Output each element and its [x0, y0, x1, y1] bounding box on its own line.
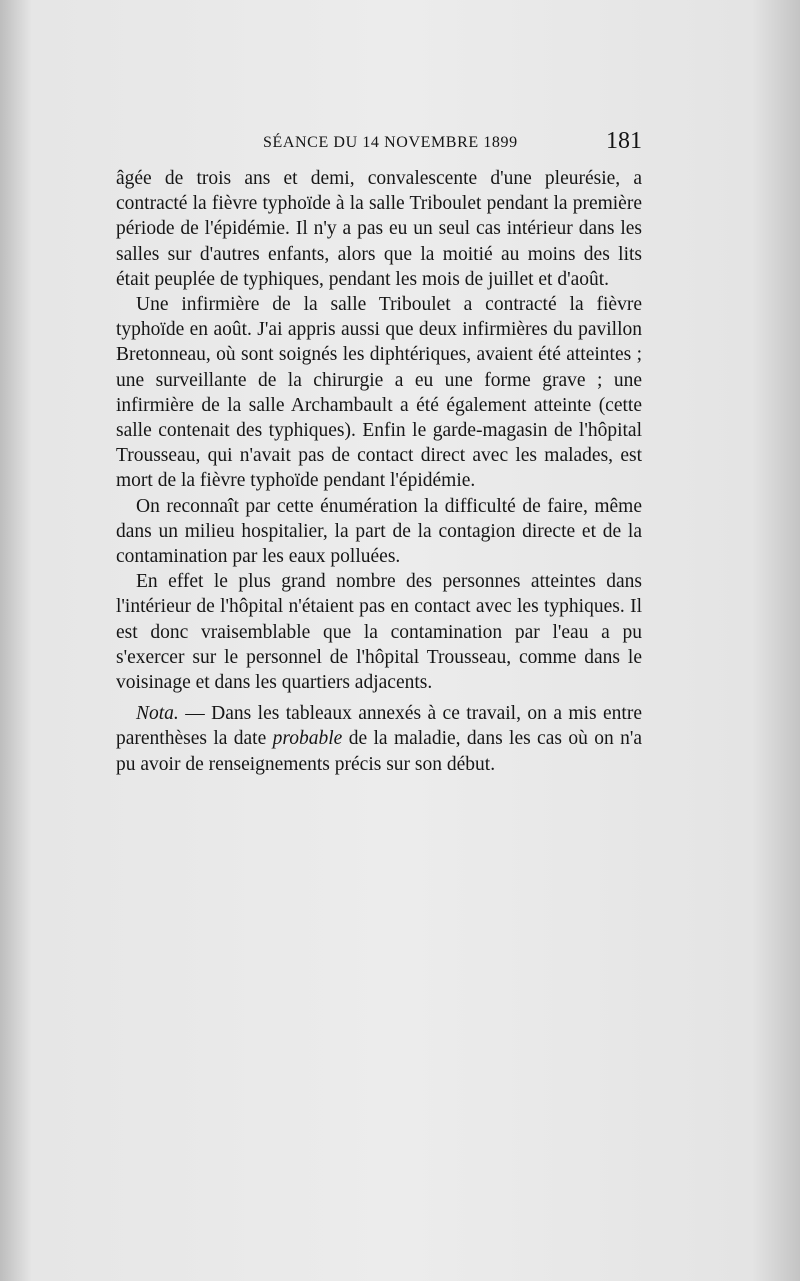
- nota-italic-word: probable: [272, 728, 343, 750]
- running-head: SÉANCE DU 14 NOVEMBRE 1899: [263, 134, 518, 151]
- nota-label: Nota.: [136, 703, 179, 725]
- page-number: 181: [606, 128, 642, 154]
- paragraph-3: On reconnaît par cette énumération la difficulté de faire, même dans un milieu hospitalier, la part de la contagion directe et de la contamination par les eaux polluées.: [116, 495, 642, 568]
- body-text: [116, 166, 642, 777]
- nota-text-2: de la maladie, dans les cas où on n'a pu avoir de renseignements précis sur son début.: [116, 728, 643, 775]
- paragraph-2: Une infirmière de la salle Triboulet a contracté la fièvre typhoïde en août. J'ai appris aussi que deux infirmières du pavillon Bretonneau, où sont soignés les diphtériques, avaient été atteintes ; une surveillante de la chirurgie a eu une forme grave ; une infirmière de la salle Archambault a été également atteinte (cette salle contenait des typhiques). Enfin le garde-magasin de l'hôpital Trousseau, qui n'avait pas de contact direct avec les malades, est mort de la fièvre typhoïde pendant l'épidémie.: [116, 294, 642, 492]
- nota-paragraph: [116, 701, 642, 777]
- paragraph-4: En effet le plus grand nombre des personnes atteintes dans l'intérieur de l'hôpital n'étaient pas en contact avec les typhiques. Il est donc vraisemblable que la contamination par l'eau a pu s'exercer sur le personnel de l'hôpital Trousseau, comme dans le voisinage et dans les quartiers adjacents.: [116, 571, 642, 694]
- nota-text-1: — Dans les tableaux annexés à ce travail, on a mis entre parenthèses la date: [116, 703, 642, 750]
- page-header: [116, 130, 642, 160]
- paragraph-1: âgée de trois ans et demi, convalescente d'une pleurésie, a contracté la fièvre typhoïde à la salle Triboulet pendant la première période de l'épidémie. Il n'y a pas eu un seul cas intérieur dans les salles sur d'autres enfants, alors que la moitié au moins des lits était peuplée de typhiques, pendant les mois de juillet et d'août.: [116, 168, 642, 290]
